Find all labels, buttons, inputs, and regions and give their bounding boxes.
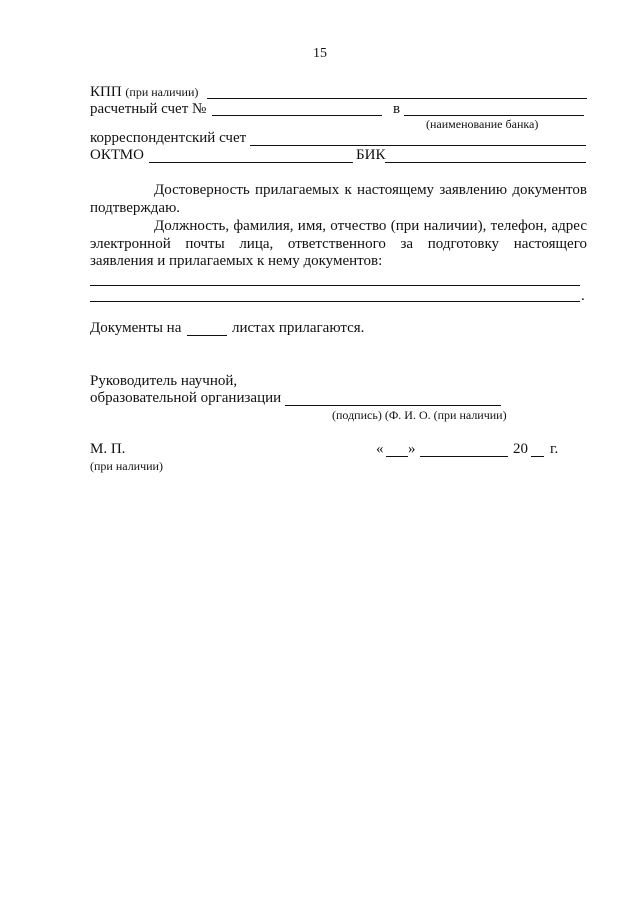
bank-name-field[interactable] — [404, 115, 584, 116]
stamp-note: (при наличии) — [90, 459, 163, 473]
kpp-field[interactable] — [207, 98, 587, 99]
corr-account-label: корреспондентский счет — [90, 130, 247, 146]
date-year-field[interactable] — [531, 456, 544, 457]
date-open-quote: « — [376, 441, 384, 457]
kpp-row — [90, 84, 198, 101]
in-label: в — [393, 101, 401, 117]
head-title-line1: Руководитель научной, — [90, 373, 238, 389]
oktmo-field[interactable] — [149, 162, 353, 163]
responsible-person-field-line1[interactable] — [90, 285, 580, 286]
kpp-label: КПП — [90, 84, 122, 100]
attachments-suffix: листах прилагаются. — [232, 320, 365, 336]
account-field[interactable] — [212, 115, 382, 116]
page-number: 15 — [313, 46, 327, 61]
end-period: . — [581, 288, 585, 304]
date-month-field[interactable] — [420, 456, 508, 457]
confirmation-text: Достоверность прилагаемых к настоящему заявлению документов подтверждаю. — [90, 182, 587, 216]
sheets-count-field[interactable] — [187, 335, 227, 336]
date-close-quote: » — [408, 441, 416, 457]
corr-account-field[interactable] — [250, 145, 586, 146]
signature-caption: (подпись) (Ф. И. О. (при наличии) — [332, 408, 507, 422]
bik-field[interactable] — [385, 162, 586, 163]
date-year-prefix: 20 — [513, 441, 528, 457]
account-label: расчетный счет № — [90, 101, 207, 117]
signature-field[interactable] — [285, 405, 501, 406]
oktmo-label: ОКТМО — [90, 147, 144, 163]
attachments-prefix: Документы на — [90, 320, 182, 336]
stamp-label: М. П. — [90, 441, 126, 457]
bik-label: БИК — [356, 147, 386, 163]
head-title-line2: образовательной организации — [90, 390, 282, 406]
bank-name-caption: (наименование банка) — [426, 117, 539, 131]
kpp-note: (при наличии) — [125, 85, 199, 99]
date-day-field[interactable] — [386, 456, 408, 457]
responsible-person-field-line2[interactable] — [90, 301, 580, 302]
responsible-person-text: Должность, фамилия, имя, отчество (при наличии), телефон, адрес электронной почты лица, ответственного за подготовку настоящего заявления и прилагаемых к нему документов: — [90, 218, 587, 269]
date-year-suffix: г. — [550, 441, 559, 457]
